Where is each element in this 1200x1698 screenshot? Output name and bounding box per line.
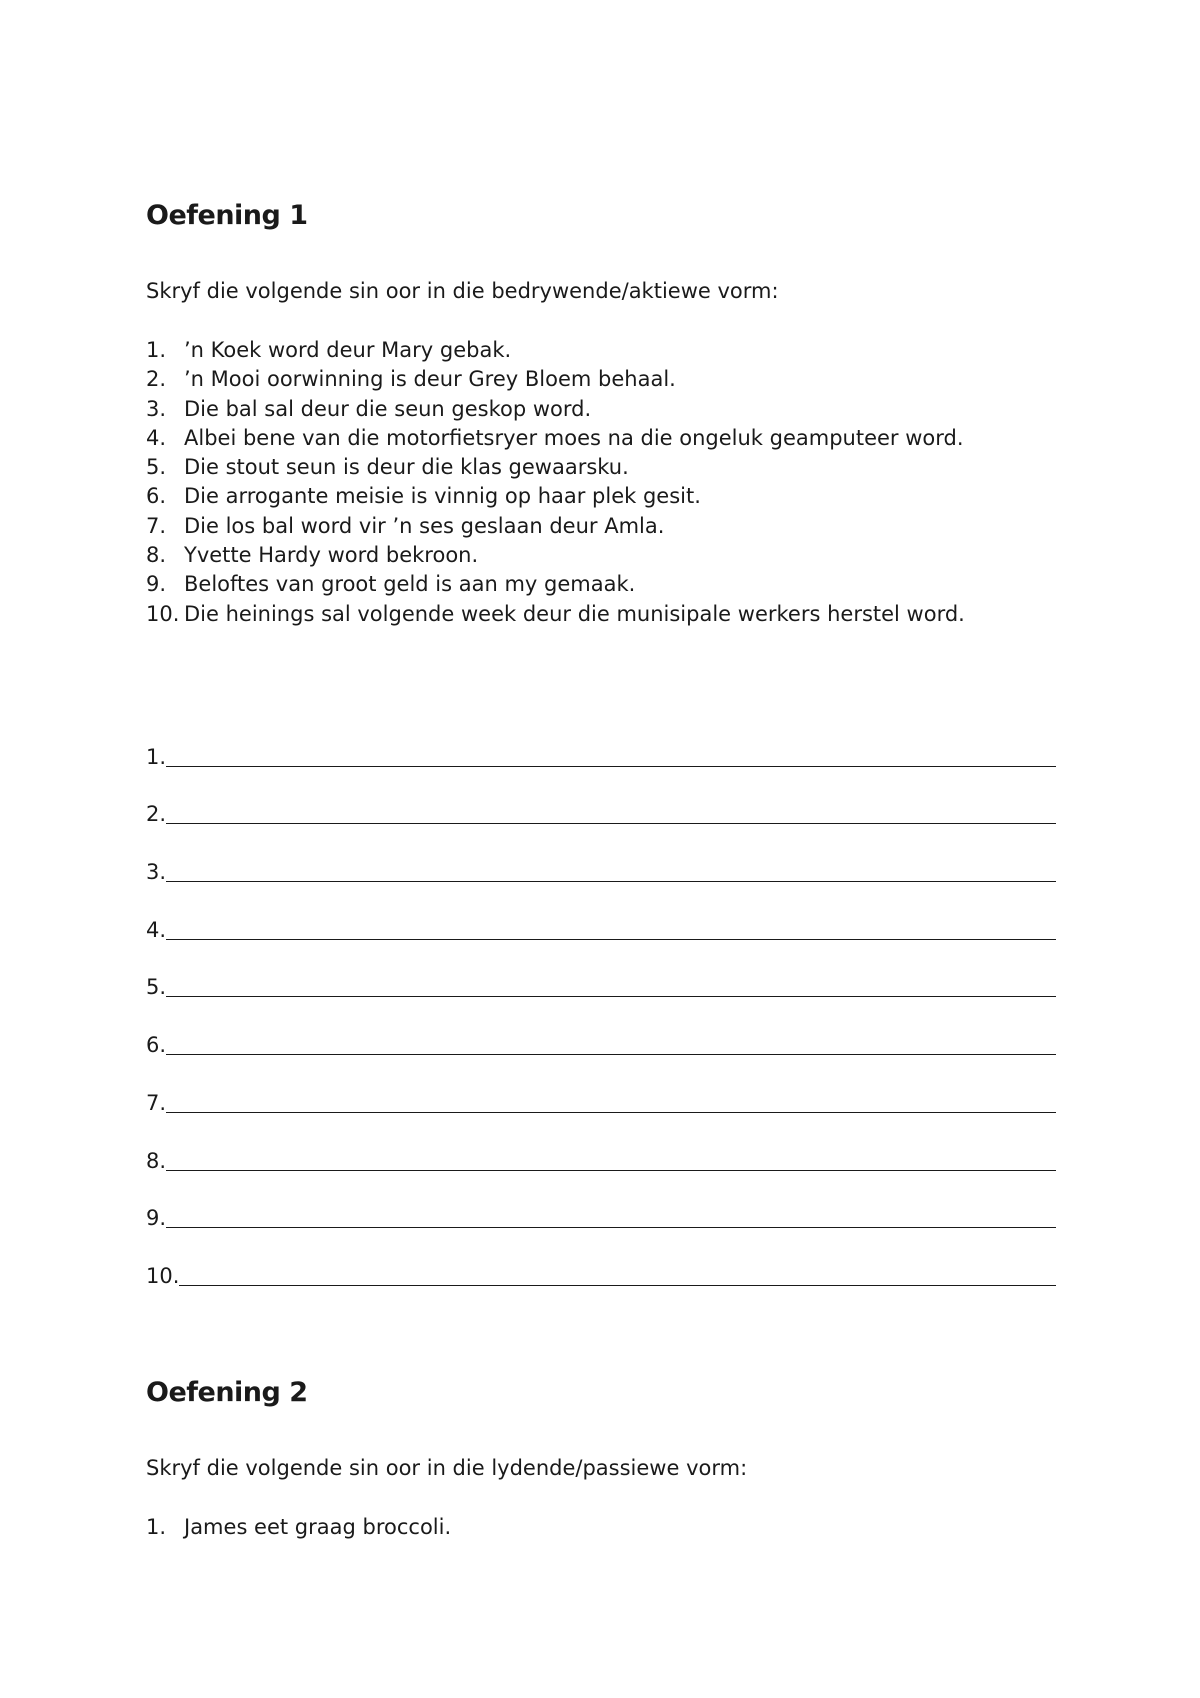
answer-number: 1.: [146, 744, 167, 769]
sentence-text: Beloftes van groot geld is aan my gemaak.: [184, 572, 636, 597]
sentence-number: 7.: [146, 513, 167, 538]
sentence-number: 1.: [146, 338, 167, 362]
sentence-text: Die stout seun is deur die klas gewaarsku.: [184, 455, 629, 480]
answer-blank[interactable]: [166, 742, 1056, 767]
answer-number: 10.: [146, 1263, 180, 1288]
sentence-text: Die arrogante meisie is vinnig op haar plek gesit.: [184, 484, 701, 509]
exercise-1-sentence: [146, 541, 965, 570]
answer-line-row[interactable]: [146, 827, 1056, 885]
exercise-1-sentence: [146, 336, 965, 365]
sentence-number: 10.: [146, 601, 180, 626]
exercise-1-answer-lines: [146, 712, 1056, 1289]
answer-line-row[interactable]: [146, 1174, 1056, 1232]
exercise-1-sentence: [146, 482, 965, 511]
exercise-1-sentence: [146, 365, 965, 394]
answer-blank[interactable]: [166, 1030, 1056, 1055]
answer-blank[interactable]: [179, 1261, 1056, 1286]
exercise-1-title: Oefening 1: [146, 200, 308, 231]
answer-line-row[interactable]: [146, 943, 1056, 1001]
sentence-number: 3.: [146, 396, 167, 421]
answer-line-row[interactable]: [146, 1058, 1056, 1116]
exercise-2-instruction: Skryf die volgende sin oor in die lydende/passiewe vorm:: [146, 1456, 748, 1480]
sentence-text: Die bal sal deur die seun geskop word.: [184, 396, 592, 421]
exercise-1-sentence: [146, 453, 965, 482]
answer-number: 4.: [146, 917, 167, 942]
answer-number: 8.: [146, 1148, 167, 1173]
sentence-number: 1.: [146, 1515, 167, 1539]
sentence-number: 9.: [146, 572, 167, 597]
sentence-text: ’n Koek word deur Mary gebak.: [184, 338, 512, 362]
answer-blank[interactable]: [166, 915, 1056, 940]
answer-blank[interactable]: [166, 1146, 1056, 1171]
answer-blank[interactable]: [166, 799, 1056, 824]
answer-line-row[interactable]: [146, 1231, 1056, 1289]
exercise-1-sentence: [146, 600, 965, 629]
exercise-1-sentence-list: [146, 336, 965, 629]
sentence-text: Yvette Hardy word bekroon.: [184, 543, 479, 568]
exercise-2-title: Oefening 2: [146, 1377, 308, 1408]
answer-line-row[interactable]: [146, 1000, 1056, 1058]
sentence-text: Die heinings sal volgende week deur die munisipale werkers herstel word.: [184, 601, 965, 626]
sentence-number: 2.: [146, 367, 167, 392]
sentence-text: James eet graag broccoli.: [184, 1515, 452, 1539]
exercise-1-sentence: [146, 424, 965, 453]
answer-number: 9.: [146, 1206, 167, 1231]
answer-number: 3.: [146, 860, 167, 885]
sentence-number: 8.: [146, 543, 167, 568]
sentence-text: Die los bal word vir ’n ses geslaan deur Amla.: [184, 513, 665, 538]
answer-line-row[interactable]: [146, 1116, 1056, 1174]
answer-blank[interactable]: [166, 857, 1056, 882]
exercise-1-instruction: Skryf die volgende sin oor in die bedrywende/aktiewe vorm:: [146, 279, 779, 303]
answer-line-row[interactable]: [146, 712, 1056, 770]
answer-number: 7.: [146, 1090, 167, 1115]
exercise-2-sentence: [146, 1513, 451, 1542]
exercise-2-sentence-list: [146, 1513, 451, 1542]
answer-line-row[interactable]: [146, 885, 1056, 943]
answer-line-row[interactable]: [146, 770, 1056, 828]
answer-blank[interactable]: [166, 972, 1056, 997]
sentence-number: 6.: [146, 484, 167, 509]
sentence-text: ’n Mooi oorwinning is deur Grey Bloem behaal.: [184, 367, 676, 392]
answer-blank[interactable]: [166, 1203, 1056, 1228]
answer-blank[interactable]: [166, 1088, 1056, 1113]
answer-number: 5.: [146, 975, 167, 1000]
answer-number: 2.: [146, 802, 167, 827]
exercise-1-sentence: [146, 570, 965, 599]
sentence-number: 5.: [146, 455, 167, 480]
sentence-number: 4.: [146, 425, 167, 450]
answer-number: 6.: [146, 1033, 167, 1058]
exercise-1-sentence: [146, 395, 965, 424]
exercise-1-sentence: [146, 512, 965, 541]
sentence-text: Albei bene van die motorfietsryer moes na die ongeluk geamputeer word.: [184, 425, 964, 450]
